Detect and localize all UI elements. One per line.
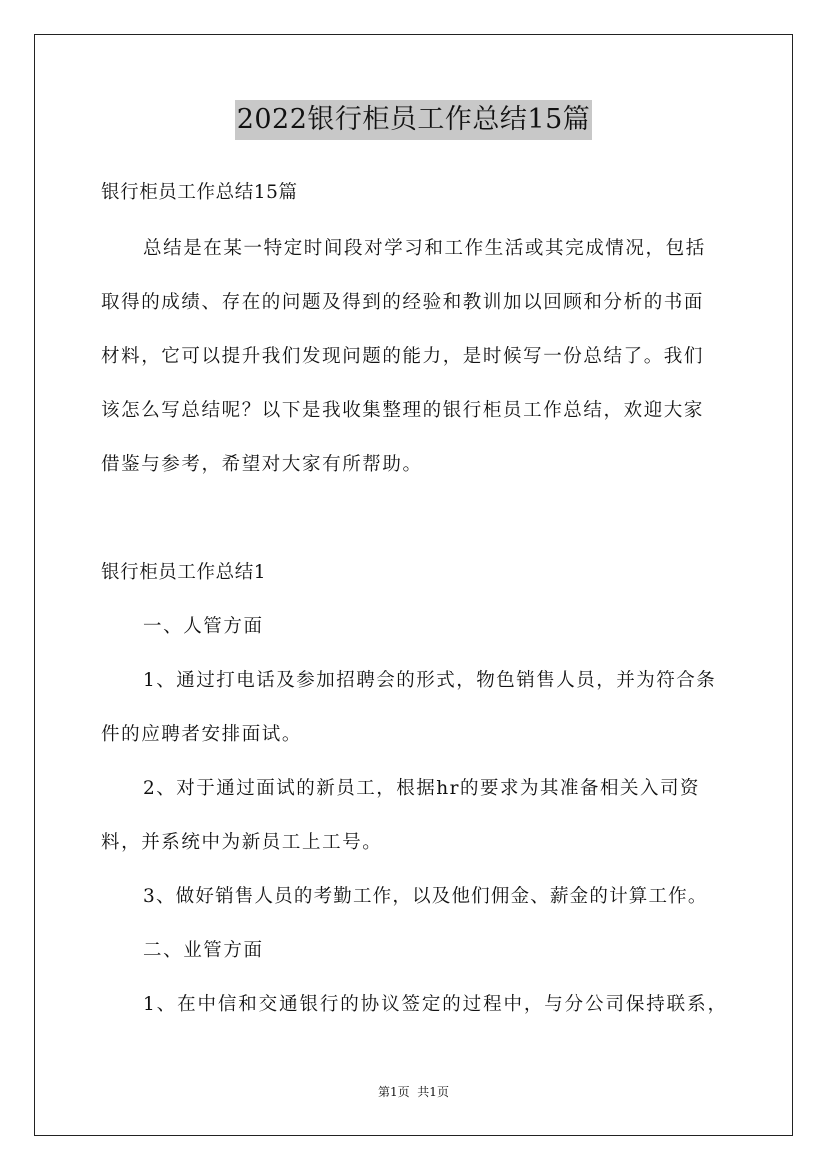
intro-line-3: 材料，它可以提升我们发现问题的能力，是时候写一份总结了。我们 — [101, 346, 705, 367]
item-2-line-2: 料，并系统中为新员工上工号。 — [101, 832, 383, 853]
item-3-line-1: 3、做好销售人员的考勤工作，以及他们佣金、薪金的计算工作。 — [143, 886, 708, 907]
intro-line-1: 总结是在某一特定时间段对学习和工作生活或其完成情况，包括 — [143, 238, 706, 259]
section-heading-1: 银行柜员工作总结1 — [101, 562, 267, 583]
intro-line-4: 该怎么写总结呢？以下是我收集整理的银行柜员工作总结，欢迎大家 — [101, 400, 705, 421]
item-4-line-1: 1、在中信和交通银行的协议签定的过程中，与分公司保持联系， — [143, 994, 728, 1015]
part-heading-personnel: 一、人管方面 — [143, 616, 264, 637]
title-container — [0, 100, 827, 140]
subtitle: 银行柜员工作总结15篇 — [101, 182, 298, 203]
item-1-line-1: 1、通过打电话及参加招聘会的形式，物色销售人员，并为符合条 — [143, 670, 717, 691]
part-heading-business: 二、业管方面 — [143, 940, 264, 961]
intro-line-2: 取得的成绩、存在的问题及得到的经验和教训加以回顾和分析的书面 — [101, 292, 705, 313]
page-number-footer: 第1页 共1页 — [378, 1085, 449, 1099]
item-2-line-1: 2、对于通过面试的新员工，根据hr的要求为其准备相关入司资 — [143, 778, 701, 799]
document-title: 2022银行柜员工作总结15篇 — [235, 100, 593, 140]
intro-line-5: 借鉴与参考，希望对大家有所帮助。 — [101, 454, 423, 475]
item-1-line-2: 件的应聘者安排面试。 — [101, 724, 303, 745]
